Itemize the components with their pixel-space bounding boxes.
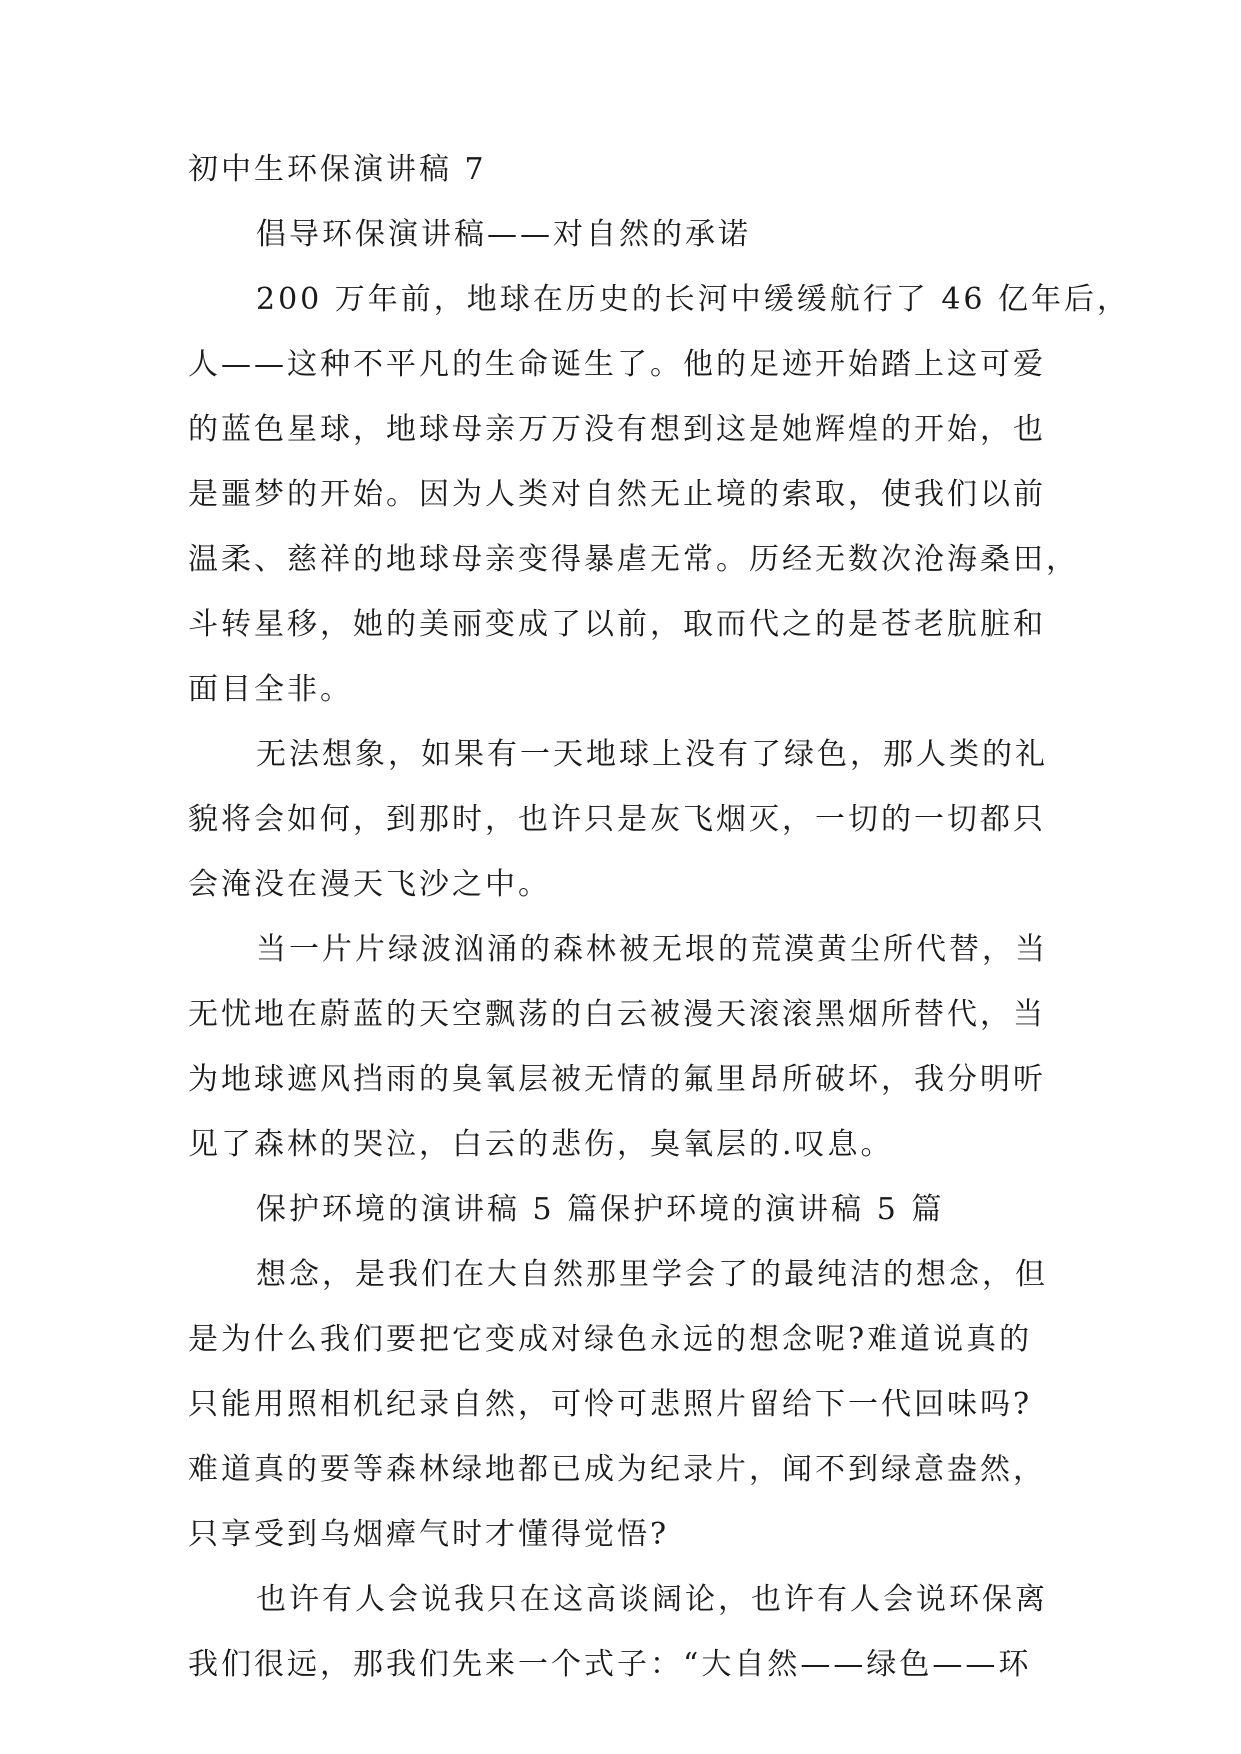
text-line: 200 万年前，地球在历史的长河中缓缓航行了 46 亿年后， [256, 282, 1131, 317]
text-line: 当一片片绿波汹涌的森林被无垠的荒漠黄尘所代替，当 [256, 932, 1048, 967]
text-line: 只能用照相机纪录自然，可怜可悲照片留给下一代回味吗? [188, 1387, 1033, 1422]
text-line: 为地球遮风挡雨的臭氧层被无情的氟里昂所破坏，我分明听 [188, 1062, 1046, 1097]
section-heading: 保护环境的演讲稿 5 篇保护环境的演讲稿 5 篇 [256, 1192, 945, 1227]
text-line: 人——这种不平凡的生命诞生了。他的足迹开始踏上这可爱 [188, 347, 1046, 382]
text-line: 面目全非。 [188, 672, 353, 707]
text-line: 无忧地在蔚蓝的天空飘荡的白云被漫天滚滚黑烟所替代，当 [188, 997, 1046, 1032]
speech-heading: 倡导环保演讲稿——对自然的承诺 [256, 217, 751, 252]
text-line: 想念，是我们在大自然那里学会了的最纯洁的想念，但 [256, 1257, 1048, 1292]
text-line: 只享受到乌烟瘴气时才懂得觉悟? [188, 1517, 670, 1552]
text-line: 见了森林的哭泣，白云的悲伤，臭氧层的.叹息。 [188, 1127, 894, 1162]
text-line: 貌将会如何，到那时，也许只是灰飞烟灭，一切的一切都只 [188, 802, 1046, 837]
text-line: 温柔、慈祥的地球母亲变得暴虐无常。历经无数次沧海桑田， [188, 542, 1079, 577]
document-title: 初中生环保演讲稿 7 [188, 152, 487, 187]
text-line: 是为什么我们要把它变成对绿色永远的想念呢?难道说真的 [188, 1322, 1033, 1357]
text-line: 我们很远，那我们先来一个式子：“大自然——绿色——环 [188, 1647, 1032, 1682]
text-line: 是噩梦的开始。因为人类对自然无止境的索取，使我们以前 [188, 477, 1046, 512]
text-line: 斗转星移，她的美丽变成了以前，取而代之的是苍老肮脏和 [188, 607, 1046, 642]
text-line: 也许有人会说我只在这高谈阔论，也许有人会说环保离 [256, 1582, 1048, 1617]
text-line: 无法想象，如果有一天地球上没有了绿色，那人类的礼 [256, 737, 1048, 772]
text-line: 会淹没在漫天飞沙之中。 [188, 867, 551, 902]
text-line: 的蓝色星球，地球母亲万万没有想到这是她辉煌的开始，也 [188, 412, 1046, 447]
text-line: 难道真的要等森林绿地都已成为纪录片，闻不到绿意盎然， [188, 1452, 1046, 1487]
